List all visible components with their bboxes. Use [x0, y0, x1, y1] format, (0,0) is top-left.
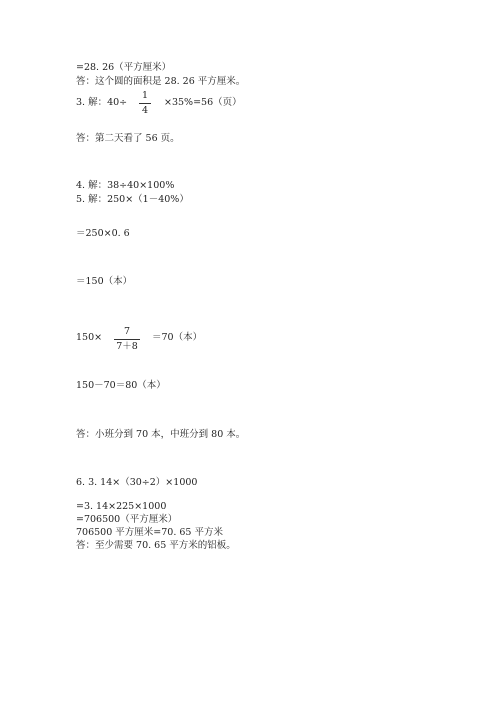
step-3.14x225: =3. 14×225×1000 [76, 501, 167, 512]
step-250x0.6: ＝250×0. 6 [76, 228, 130, 239]
fraction-denominator: 4 [141, 105, 149, 116]
problem-4: 4. 解：38÷40×100% [76, 180, 175, 191]
step-subtraction: 150－70＝80（本） [76, 380, 166, 391]
problem-5: 5. 解：250×（1－40%） [76, 194, 189, 205]
unit-conversion: 706500 平方厘米=70. 65 平方米 [76, 527, 223, 538]
answer-problem-5: 答：小班分到 70 本，中班分到 80 本。 [76, 429, 246, 440]
answer-problem-3: 答：第二天看了 56 页。 [76, 133, 180, 144]
step-150x-start: 150× [76, 332, 103, 343]
problem-6: 6. 3. 14×（30÷2）×1000 [76, 477, 198, 488]
answer-problem-6: 答：至少需要 70. 65 平方米的铝板。 [76, 540, 236, 551]
problem-3-end: ×35%=56（页） [164, 97, 242, 108]
fraction-seven-fifteenths [114, 326, 140, 353]
step-706500: =706500（平方厘米） [76, 514, 178, 525]
fraction-bar [114, 339, 140, 340]
fraction-one-quarter [139, 90, 151, 117]
fraction-numerator: 1 [141, 90, 149, 101]
step-150: ＝150（本） [76, 276, 133, 287]
area-result-line: =28. 26（平方厘米） [76, 62, 172, 73]
problem-3-start: 3. 解：40÷ [76, 97, 128, 108]
step-150x-end: ＝70（本） [152, 332, 203, 343]
fraction-denominator: 7＋8 [116, 341, 138, 352]
fraction-numerator: 7 [123, 326, 131, 337]
answer-circle-area: 答：这个圆的面积是 28. 26 平方厘米。 [76, 76, 246, 87]
fraction-bar [139, 103, 151, 104]
